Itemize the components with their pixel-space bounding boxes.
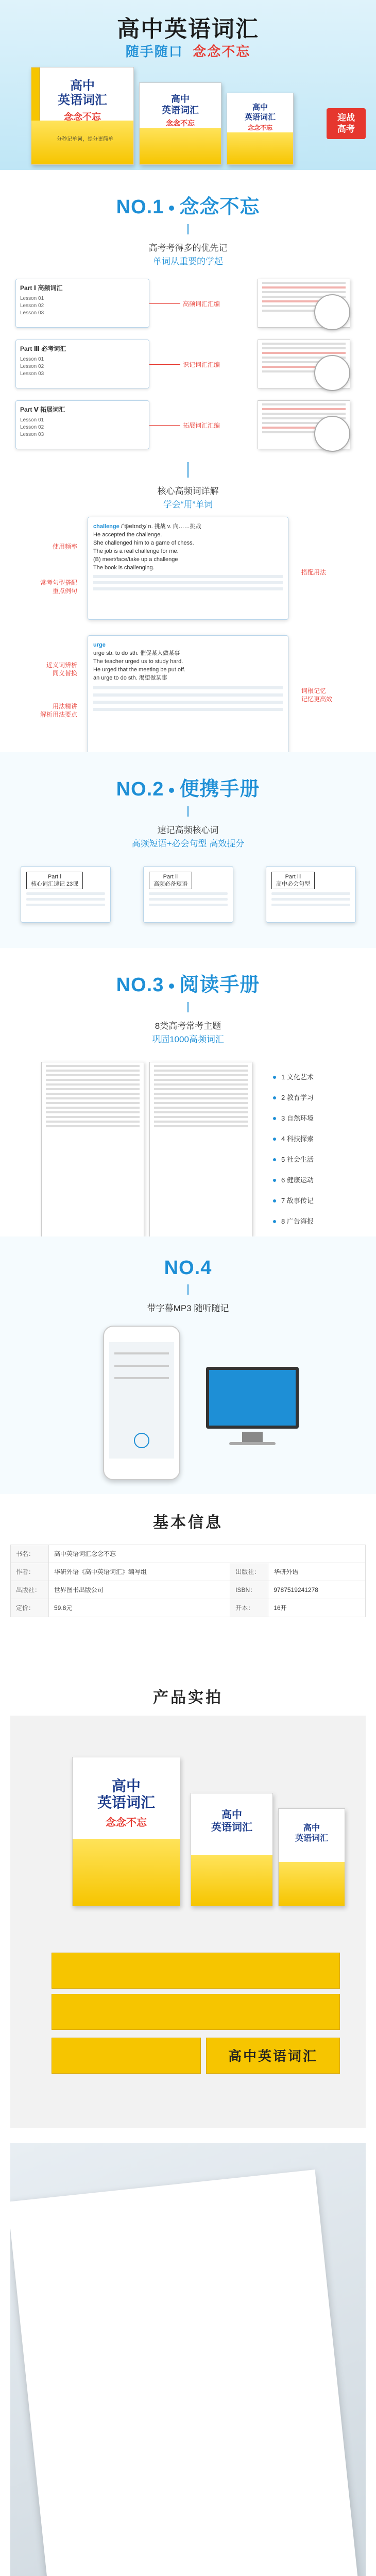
no3-lines: 8类高考常考主题 巩固1000高频词汇 [152, 1021, 224, 1044]
no1-lines: 高考考得多的优先记 单词从重要的学起 [148, 243, 228, 266]
hero-banner [0, 0, 376, 170]
part-row-2: Part Ⅲ 必考词汇 Lesson 01 Lesson 02 Lesson 03 识记词汇汇编 [0, 340, 376, 391]
topic-list [273, 1067, 314, 1232]
topic-item: 2 教育学习 [273, 1088, 314, 1108]
label-frequency: 使用频率 [52, 543, 77, 550]
product-photo-2 [10, 2143, 366, 2576]
part-row-3: Part Ⅴ 拓展词汇 Lesson 01 Lesson 02 Lesson 03 拓展词汇汇编 [0, 400, 376, 452]
book-sub: 念念不忘 [64, 112, 101, 122]
book-tagline: 分秒记单词，提分更简单 [57, 137, 113, 142]
reading-page-1 [41, 1062, 144, 1237]
info-title: 基本信息 [153, 1514, 223, 1531]
no1-lines-2: 核心高频词详解 学会“用”单词 [157, 486, 219, 510]
topic-item: 4 科技探索 [273, 1129, 314, 1149]
label-sentence: 常考句型搭配 重点例句 [40, 579, 77, 595]
part-row-1 [0, 279, 376, 330]
slogan-part-b: 念念不忘 [193, 44, 251, 59]
topic-item: 3 自然环境 [273, 1108, 314, 1129]
label-synonym: 近义词辨析 同义替换 [46, 662, 77, 677]
topic-item: 6 健康运动 [273, 1170, 314, 1191]
computer-mockup [206, 1367, 299, 1429]
table-row: 出版社： 世界图书出版公司 ISBN： 9787519241278 [11, 1581, 366, 1599]
label-root: 词根记忆 记忆更高效 [301, 687, 333, 703]
handbook-card-2: Part Ⅱ 高频必备短语 [143, 866, 233, 923]
play-icon [134, 1433, 149, 1448]
no1-title: NO.1 念念不忘 [116, 196, 260, 218]
no2-lines: 速记高频核心词 高频短语+必会句型 高效提分 [131, 825, 245, 849]
section-no1 [0, 170, 376, 752]
word-card-challenge: challenge /ˈtʃælɪndʒ/ n. 挑战 v. 向……挑战 He accepted the challenge. She challenged him to a game of chess. The job is a real challenge for me. (B) meet/face/take up a challenge The book is challenging. [88, 517, 288, 620]
word-explain [0, 512, 376, 779]
book-cover-main [31, 67, 134, 165]
phone-mockup [103, 1326, 180, 1480]
handbook-card-1: Part Ⅰ 核心词汇速记 23课 [21, 866, 111, 923]
spine-text: 高中英语词汇 [206, 2038, 340, 2074]
no4-title: NO.4 [164, 1257, 212, 1279]
part-callout: 高频词汇汇编 [183, 300, 220, 308]
no4-lines: 带字幕MP3 随听随记 [147, 1303, 229, 1313]
section-no2 [0, 752, 376, 948]
no2-title: NO.2 便携手册 [116, 778, 260, 800]
topic-item: 1 文化艺术 [273, 1067, 314, 1088]
handbook-card-3: Part Ⅲ 高中必会句型 [266, 866, 356, 923]
label-usage: 用法精讲 解析用法要点 [40, 703, 77, 718]
part-callout: 拓展词汇汇编 [183, 422, 220, 429]
word-card-urge: urge urge sb. to do sth. 催促某人做某事 The teacher urged us to study hard. He urged that the meeting be put off. an urge to do sth. 渴望做某事 [88, 635, 288, 759]
table-row: 定价： 59.8元 开本： 16开 [11, 1599, 366, 1617]
no3-title: NO.3 阅读手册 [116, 974, 260, 996]
hero-slogan [0, 41, 376, 60]
reading-page-2 [149, 1062, 252, 1237]
book-cover-small-1: 高中 英语词汇 念念不忘 [139, 82, 221, 165]
topic-item: 7 故事传记 [273, 1191, 314, 1211]
table-row: 作者： 华研外语《高中英语词汇》编写组 出版社： 华研外语 [11, 1563, 366, 1581]
zoom-lens [314, 416, 350, 452]
part-card: Part Ⅰ 高频词汇 Lesson 01 Lesson 02 Lesson 03 [15, 279, 149, 328]
product-photo-1: 高中 英语词汇 念念不忘 高中 英语词汇 高中 英语词汇 高中英语词汇 [10, 1716, 366, 2128]
products-title: 产品实拍 [153, 1689, 223, 1706]
label-collocation: 搭配用法 [301, 569, 327, 576]
hero-title: 高中英语词汇 [117, 16, 259, 42]
section-info [0, 1494, 376, 1680]
topic-item: 5 社会生活 [273, 1149, 314, 1170]
book-title: 高中 英语词汇 [58, 79, 107, 107]
topic-item: 8 广告海报 [273, 1211, 314, 1232]
section-no4 [0, 1236, 376, 1494]
slogan-part-a: 随手随口 [125, 44, 183, 59]
zoom-lens [314, 355, 350, 391]
book-cover-small-2: 高中 英语词汇 念念不忘 [227, 93, 294, 165]
zoom-lens [314, 294, 350, 330]
section-products [0, 1680, 376, 2576]
part-callout: 识记词汇汇编 [183, 361, 220, 368]
exam-badge: 迎战 高考 [327, 108, 366, 139]
section-no3 [0, 948, 376, 1236]
info-table [10, 1545, 366, 1617]
table-row: 书名： 高中英语词汇念念不忘 [11, 1545, 366, 1563]
